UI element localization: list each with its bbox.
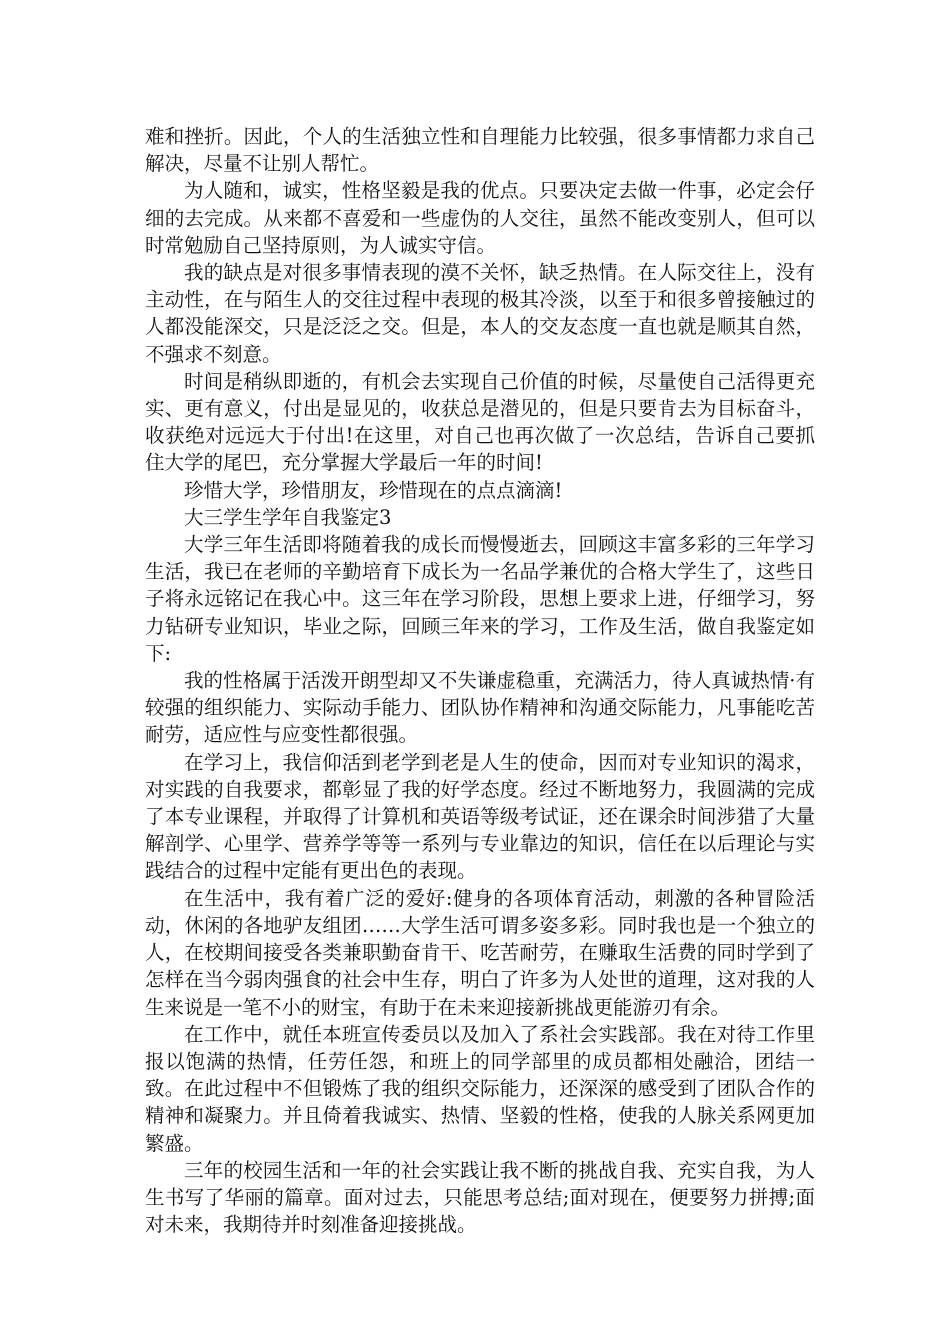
paragraph-cherish: 珍惜大学，珍惜朋友，珍惜现在的点点滴滴! bbox=[184, 478, 563, 502]
paragraph-study: 在学习上，我信仰活到老学到老是人生的使命，因而对专业知识的渴求，对实践的自我要求，都彰显了我的好学态度。经过不断地努力，我圆满的完成了本专业课程，并取得了计算机和英语等级考试证，还在课余时间涉猎了大量解剖学、心里学、营养学等等一系列与专业靠边的知识，信任在以后理论与实践结合的过程中定能有更出色的表现。 bbox=[145, 750, 815, 883]
paragraph-continuation: 难和挫折。因此，个人的生活独立性和自理能力比较强，很多事情都力求自己解决，尽量不让别人帮忙。 bbox=[145, 125, 815, 176]
paragraph-life: 在生活中，我有着广泛的爱好:健身的各项体育活动，刺激的各种冒险活动，休闲的各地驴友组团……大学生活可谓多姿多彩。同时我也是一个独立的人，在校期间接受各类兼职勤奋肯干、吃苦耐劳，在赚取生活费的同时学到了怎样在当今弱肉强食的社会中生存，明白了许多为人处世的道理，这对我的人生来说是一笔不小的财宝，有助于在未来迎接新挑战更能游刃有余。 bbox=[145, 886, 815, 1019]
section-heading: 大三学生学年自我鉴定3 bbox=[184, 505, 392, 529]
document-page bbox=[145, 123, 815, 1238]
paragraph-work: 在工作中，就任本班宣传委员以及加入了系社会实践部。我在对待工作里报以饱满的热情，任劳任怨，和班上的同学部里的成员都相处融洽，团结一致。在此过程中不但锻炼了我的组织交际能力，还深深的感受到了团队合作的精神和凝聚力。并且倚着我诚实、热情、坚毅的性格，使我的人脉关系网更加繁盛。 bbox=[145, 1022, 815, 1155]
paragraph-strengths: 为人随和，诚实，性格坚毅是我的优点。只要决定去做一件事，必定会仔细的去完成。从来都不喜爱和一些虚伪的人交往，虽然不能改变别人，但可以时常勉励自己坚持原则，为人诚实守信。 bbox=[145, 179, 815, 257]
paragraph-intro: 大学三年生活即将随着我的成长而慢慢逝去，回顾这丰富多彩的三年学习生活，我已在老师的辛勤培育下成长为一名品学兼优的合格大学生了，这些日子将永远铭记在我心中。这三年在学习阶段，思想上要求上进，仔细学习，努力钻研专业知识，毕业之际，回顾三年来的学习，工作及生活，做自我鉴定如下: bbox=[145, 533, 815, 665]
paragraph-time: 时间是稍纵即逝的，有机会去实现自己价值的时候，尽量使自己活得更充实、更有意义，付出是显见的，收获总是潜见的，但是只要肯去为目标奋斗，收获绝对远远大于付出!在这里，对自己也再次做了一次总结，告诉自己要抓住大学的尾巴，充分掌握大学最后一年的时间! bbox=[145, 369, 815, 475]
paragraph-personality: 我的性格属于活泼开朗型却又不失谦虚稳重，充满活力，待人真诚热情·有较强的组织能力、实际动手能力、团队协作精神和沟通交际能力，凡事能吃苦耐劳，适应性与应变性都很强。 bbox=[145, 669, 815, 747]
paragraph-weaknesses: 我的缺点是对很多事情表现的漠不关怀，缺乏热情。在人际交往上，没有主动性，在与陌生人的交往过程中表现的极其冷淡，以至于和很多曾接触过的人都没能深交，只是泛泛之交。但是，本人的交友态度一直也就是顺其自然，不强求不刻意。 bbox=[145, 261, 815, 366]
paragraph-conclusion: 三年的校园生活和一年的社会实践让我不断的挑战自我、充实自我，为人生书写了华丽的篇章。面对过去，只能思考总结;面对现在，便要努力拼搏;面对未来，我期待并时刻准备迎接挑战。 bbox=[145, 1158, 815, 1237]
